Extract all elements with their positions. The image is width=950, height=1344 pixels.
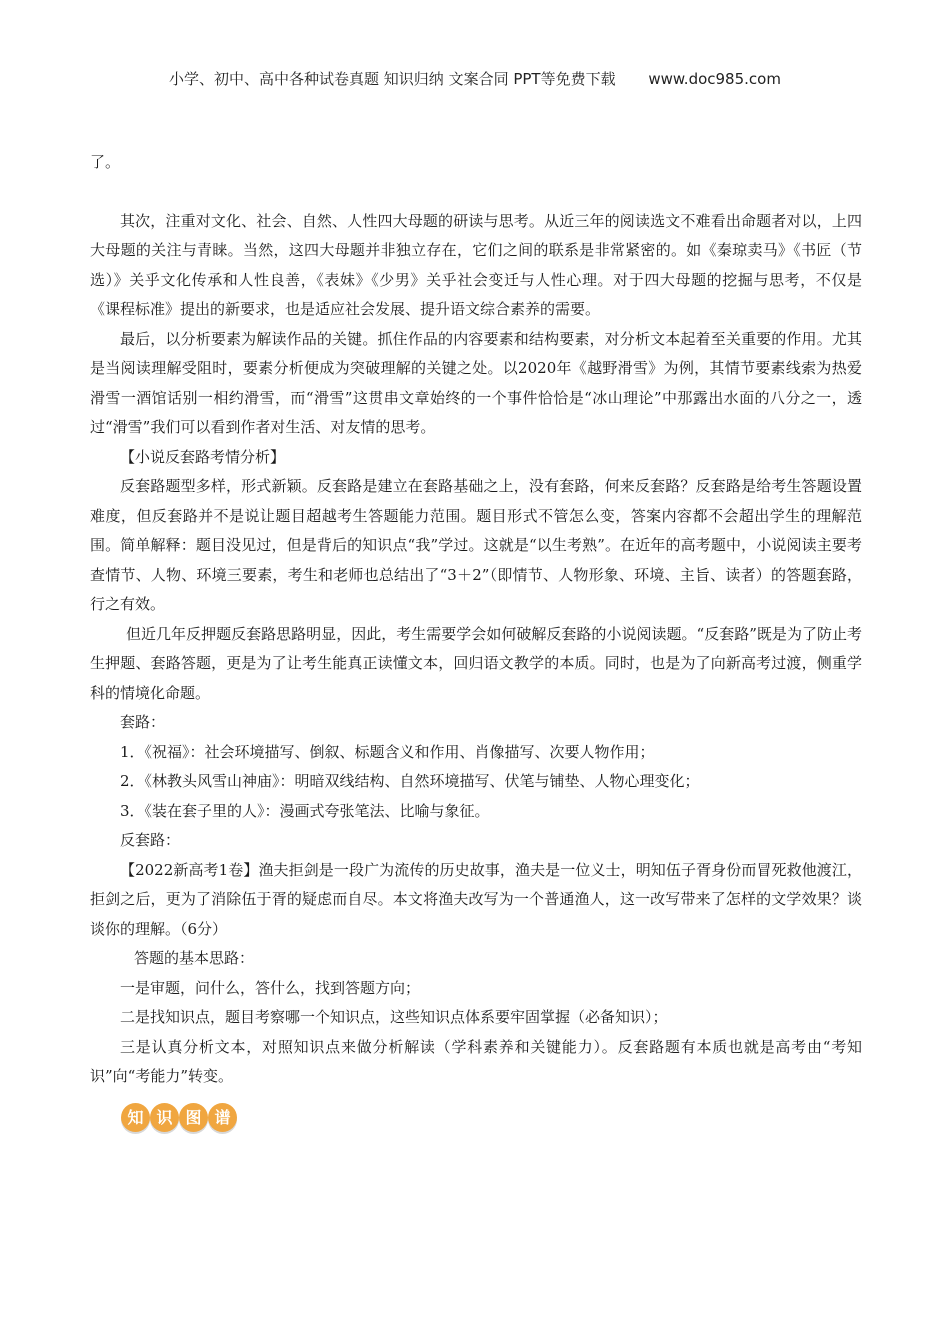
list-item: 1．《祝福》：社会环境描写、倒叙、标题含义和作用、肖像描写、次要人物作用； (120, 742, 655, 761)
badge-char: 谱 (208, 1103, 237, 1132)
paragraph: 了。 (90, 153, 121, 171)
list-item: 3．《装在套子里的人》：漫画式夸张笔法、比喻与象征。 (120, 801, 490, 820)
list-item: 三是认真分析文本，对照知识点来做分析解读（学科素养和关键能力）。反套路题有本质也就是高考由“考知识”向“考能力”转变。 (90, 1037, 862, 1085)
paragraph: 最后，以分析要素为解读作品的关键。抓住作品的内容要素和结构要素，对分析文本起着至关重要的作用。尤其是当阅读理解受阻时，要素分析便成为突破理解的关键之处。以2020年《越野滑雪》为例，其情节要素线索为热爱滑雪一酒馆话别一相约滑雪，而“滑雪”这贯串文章始终的一个事件恰恰是“冰山理论”中那露出水面的八分之一，透过“滑雪”我们可以看到作者对生活、对友情的思考。 (90, 329, 862, 436)
exam-question: 【2022新高考1卷】渔夫拒剑是一段广为流传的历史故事，渔夫是一位义士，明知伍子胥身份而冒死救他渡江，拒剑之后，更为了消除伍于胥的疑虑而自尽。本文将渔夫改写为一个普通渔人，这一改写带来了怎样的文学效果？谈谈你的理解。（6分） (90, 860, 862, 938)
badge-char: 图 (179, 1103, 208, 1132)
list-heading: 套路： (120, 713, 166, 731)
badge-char: 知 (121, 1103, 150, 1132)
paragraph: 反套路题型多样，形式新颖。反套路是建立在套路基础之上，没有套路，何来反套路？反套路是给考生答题设置难度，但反套路并不是说让题目超越考生答题能力范围。题目形式不管怎么变，答案内容都不会超出学生的理解范围。简单解释：题目没见过，但是背后的知识点“我”学过。这就是“以生考熟”。在近年的高考题中，小说阅读主要考查情节、人物、环境三要素，考生和老师也总结出了“3＋2”（即情节、人物形象、环境、主旨、读者）的答题套路，行之有效。 (90, 477, 862, 613)
list-heading: 反套路： (120, 831, 181, 849)
list-heading: 答题的基本思路： (134, 949, 255, 967)
header-url[interactable]: www.doc985.com (648, 70, 781, 88)
page-header (0, 68, 950, 89)
knowledge-map-badge (121, 1103, 237, 1132)
list-item: 一是审题，问什么，答什么，找到答题方向； (120, 978, 421, 997)
document-body (90, 148, 862, 1092)
spacer (90, 178, 862, 207)
paragraph: 但近几年反押题反套路思路明显，因此，考生需要学会如何破解反套路的小说阅读题。“反套路”既是为了防止考生押题、套路答题，更是为了让考生能真正读懂文本，回归语文教学的本质。同时，也是为了向新高考过渡，侧重学科的情境化命题。 (90, 624, 862, 702)
badge-char: 识 (150, 1103, 179, 1132)
header-text: 小学、初中、高中各种试卷真题 知识归纳 文案合同 PPT等免费下载 (169, 70, 616, 88)
paragraph: 其次，注重对文化、社会、自然、人性四大母题的研读与思考。从近三年的阅读选文不难看出命题者对以，上四大母题的关注与青睐。当然，这四大母题并非独立存在，它们之间的联系是非常紧密的。如《秦琼卖马》《书匠（节选）》关乎文化传承和人性良善，《表妹》《少男》关乎社会变迁与人性心理。对于四大母题的挖掘与思考，不仅是《课程标准》提出的新要求，也是适应社会发展、提升语文综合素养的需要。 (90, 211, 862, 318)
list-item: 二是找知识点，题目考察哪一个知识点，这些知识点体系要牢固掌握（必备知识）； (120, 1008, 668, 1026)
section-heading: 【小说反套路考情分析】 (120, 447, 286, 466)
list-item: 2．《林教头风雪山神庙》：明暗双线结构、自然环境描写、伏笔与铺垫、人物心理变化； (120, 772, 700, 790)
